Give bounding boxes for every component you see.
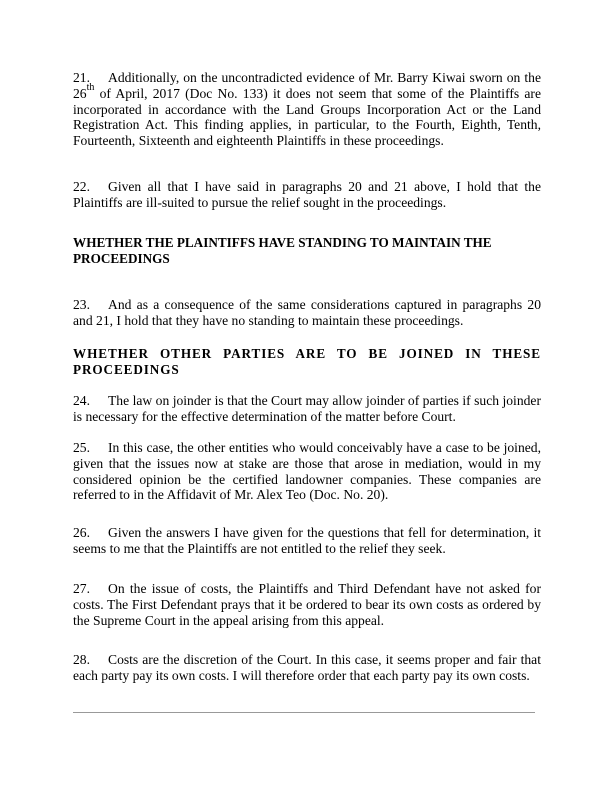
paragraph-26: [73, 525, 541, 557]
paragraph-text: And as a consequence of the same considerations captured in paragraphs 20 and 21, I hold that they have no standing to maintain these proceedings.: [73, 297, 541, 328]
paragraph-23: [73, 297, 541, 329]
paragraph-number: 22.: [73, 179, 90, 194]
paragraph-number: 27.: [73, 581, 90, 596]
paragraph-25: [73, 440, 541, 503]
footer-divider: [73, 712, 535, 713]
paragraph-number: 24.: [73, 393, 90, 408]
paragraph-22: [73, 179, 541, 211]
paragraph-text: Given the answers I have given for the questions that fell for determination, it seems to me that the Plaintiffs are not entitled to the relief they seek.: [73, 525, 541, 556]
paragraph-number: 25.: [73, 440, 90, 455]
paragraph-text: In this case, the other entities who would conceivably have a case to be joined, given that the issues now at stake are those that arose in mediation, would in my considered opinion be the certified landowner companies. These companies are referred to in the Affidavit of Mr. Alex Teo (Doc. No. 20).: [73, 440, 541, 503]
paragraph-number: 23.: [73, 297, 90, 312]
paragraph-28: [73, 652, 541, 684]
paragraph-number: 28.: [73, 652, 90, 667]
section-heading-joinder: WHETHER OTHER PARTIES ARE TO BE JOINED IN THESE PROCEEDINGS: [73, 346, 541, 377]
paragraph-number: 21.: [73, 70, 90, 85]
paragraph-number: 26.: [73, 525, 90, 540]
paragraph-text: On the issue of costs, the Plaintiffs and Third Defendant have not asked for costs. The First Defendant prays that it be ordered to bear its own costs as ordered by the Supreme Court in the appeal arising from this appeal.: [73, 581, 541, 628]
paragraph-27: [73, 581, 541, 628]
ordinal-superscript: th: [86, 81, 95, 93]
paragraph-text: Given all that I have said in paragraphs 20 and 21 above, I hold that the Plaintiffs are ill-suited to pursue the relief sought in the proceedings.: [73, 179, 541, 210]
paragraph-24: [73, 393, 541, 425]
paragraph-21: [73, 70, 541, 149]
paragraph-text-start: Additionally, on the uncontradicted evidence of Mr. Barry Kiwai sworn on the 26: [73, 70, 541, 101]
paragraph-text-end: of April, 2017 (Doc No. 133) it does not seem that some of the Plaintiffs are incorporated in accordance with the Land Groups Incorporation Act or the Land Registration Act. This finding applies, in particular, to the Fourth, Eighth, Tenth, Fourteenth, Sixteenth and eighteenth Plaintiffs in these proceedings.: [73, 85, 541, 149]
paragraph-text: The law on joinder is that the Court may allow joinder of parties if such joinder is necessary for the effective determination of the matter before Court.: [73, 393, 541, 424]
section-heading-standing: WHETHER THE PLAINTIFFS HAVE STANDING TO MAINTAIN THE PROCEEDINGS: [73, 235, 492, 266]
paragraph-text: Costs are the discretion of the Court. In this case, it seems proper and fair that each party pay its own costs. I will therefore order that each party pay its own costs.: [73, 652, 541, 683]
